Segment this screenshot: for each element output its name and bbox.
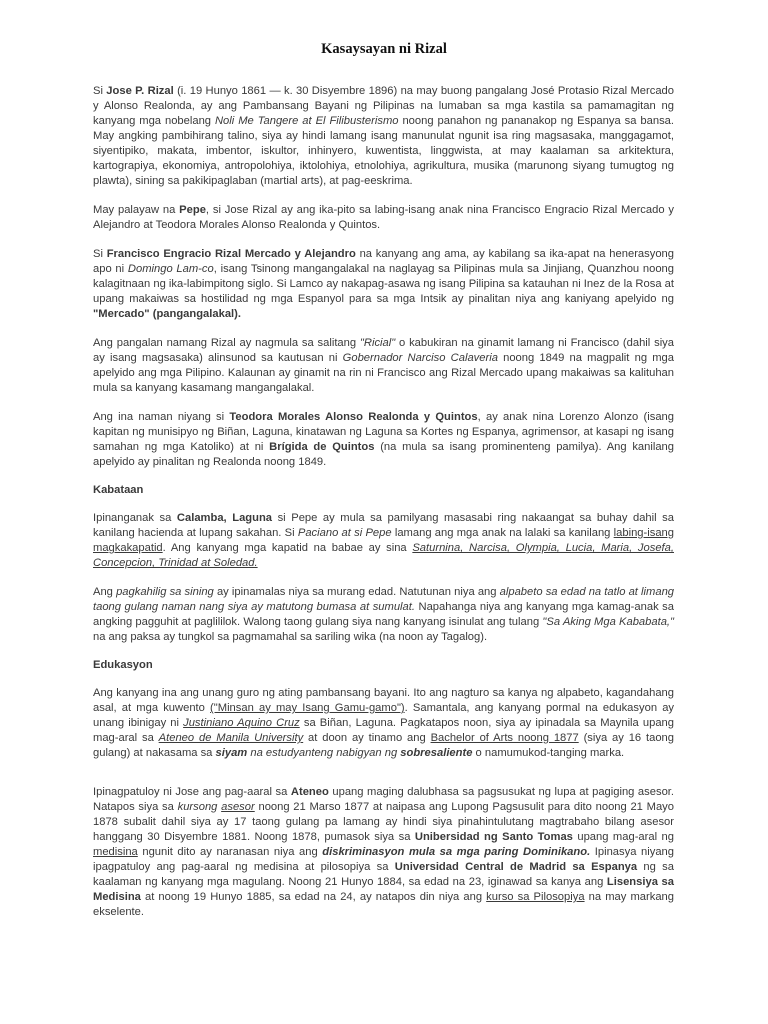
paragraph-ina: [93, 410, 674, 470]
text-run: Paciano at si Pepe: [297, 527, 392, 539]
text-run: Ateneo de Manila University: [158, 732, 304, 744]
text-run: , isang Tsinong mangangalakal na naglayag sa Pilipinas mula sa Jinjiang, Quanzhou noong kalagitnaan ng ika-labimpitong siglo. Si Lamco ay nakapag-asawa ng isang Pilipina sa katauhan ni Inez de la Rosa at upang makaiwas sa hostilidad ng mga Espanyol para sa mga Intsik ay pinalitan niya ang kaniyang apelyido ng: [93, 263, 675, 305]
text-run: Teodora Morales Alonso Realonda y Quintos: [229, 411, 478, 423]
text-run: . Samantala, ang kanyang pormal na edukasyon ay unang ibinigay ni: [93, 702, 675, 729]
text-run: Bachelor of Arts noong 1877: [430, 732, 579, 744]
text-run: upang mag-aral ng: [572, 831, 674, 843]
text-run: na may markang ekselente.: [93, 891, 674, 918]
text-run: Ang ina naman niyang si: [93, 411, 230, 423]
text-run: Napahanga niya ang kanyang mga kamag-anak sa angking pagguhit at paglililok. Walong taong gulang siya nang kanyang isinulat ang tulang: [93, 601, 674, 628]
document-title: Kasaysayan ni Rizal: [321, 41, 447, 57]
text-run: ngunit dito ay naranasan niya ang: [137, 846, 323, 858]
text-run: alpabeto sa edad na tatlo at limang taong gulang naman nang siya ay matutong bumasa at sumulat.: [93, 586, 675, 613]
text-run: "Ricial": [359, 337, 396, 349]
text-run: sobresaliente: [400, 747, 473, 759]
text-run: o kabukiran na ginamit lamang ni Francisco (dahil siya ay isang magsasaka) alinsunod sa kautusan ni: [93, 337, 674, 364]
text-run: noong panahon ng pananakop ng Espanya sa bansa. May angking pambihirang talino, siya ay hindi lamang isang manunulat ngunit isa ring magsasaka, manggagamot, siyentipiko, makata, imbentor, iskultor, inhinyero, kuwentista, linggwista, at may kaalaman sa arkitektura, kartograpiya, ekonomiya, antropolohiya, iktolohiya, etnolohiya, agrikultura, musika (marunong siyang tumugtog ng plawta), sining sa pakikipaglaban (martial arts), at pag-eeskrima.: [93, 115, 674, 187]
document-body: [93, 84, 674, 920]
text-run: ("Minsan ay may Isang Gamu-gamo"): [210, 702, 405, 714]
text-run: Si: [93, 248, 107, 260]
paragraph-intro: [93, 84, 674, 189]
text-run: Ang kanyang ina ang unang guro ng ating pambansang bayani. Ito ang nagturo sa kanya ng alpabeto, kagandahang asal, at mga kuwento: [93, 687, 674, 714]
text-run: pagkahilig sa sining: [116, 586, 214, 598]
text-run: diskriminasyon mula sa mga paring Dominikano.: [322, 846, 591, 858]
paragraph-kabataan: [93, 511, 674, 571]
paragraph-pangalan: [93, 336, 674, 396]
text-run: noong 21 Marso 1877 at naipasa ang Lupong Pagsusulit para dito noong 21 Mayo 1878 subalit dahil siya ay 17 taong gulang pa lamang ay hindi siya pinahintulutang magtrabaho bilang asesor hanggang 30 Disyembre 1881. Noong 1878, pumasok siya sa: [93, 801, 674, 843]
text-run: asesor: [221, 801, 255, 813]
text-run: (na mula sa isang prominenteng pamilya). Ang kanilang apelyido ay pinalitan ng Realonda noong 1849.: [93, 441, 675, 468]
text-run: Brígida de Quintos: [269, 441, 375, 453]
text-run: siyam: [215, 747, 248, 759]
text-run: ng sa kaalaman ng kanyang mga magulang. Noong 21 Hunyo 1884, sa edad na 23, iginawad sa kanya ang: [93, 861, 674, 888]
text-run: Saturnina, Narcisa, Olympia, Lucia, Maria, Josefa, Concepcion, Trinidad at Soledad.: [93, 542, 674, 569]
text-run: Ipinanganak sa: [93, 512, 177, 524]
text-run: , ay anak nina Lorenzo Alonzo (isang kapitan ng munisipyo ng Biñan, Laguna, kinatawan ng Laguna sa Kortes ng Espanya, agrimensor, at kasapi ng isang samahan ng mga Katoliko) at ni: [93, 411, 674, 453]
section-heading-edukasyon: Edukasyon: [93, 659, 153, 671]
text-run: medisina: [93, 846, 138, 858]
text-run: at noong 19 Hunyo 1885, sa edad na 24, ay natapos din niya ang: [140, 891, 487, 903]
text-run: kursong: [177, 801, 222, 813]
text-run: Calamba, Laguna: [176, 512, 273, 524]
text-run: lamang ang mga anak na lalaki sa kanilang: [391, 527, 614, 539]
text-run: Gobernador Narciso Calaveria: [342, 352, 498, 364]
text-run: noong 1849 na magpalit ng mga apelyido ang mga Pilipino. Kalaunan ay ginamit na rin ni Francisco ang Rizal Mercado upang makaiwas sa kalituhan mula sa kanyang kasamang mangangalakal.: [93, 352, 674, 394]
text-run: "Sa Aking Mga Kababata,": [542, 616, 674, 628]
text-run: Ateneo: [290, 786, 329, 798]
text-run: Ang: [93, 586, 117, 598]
text-run: ay ipinamalas niya sa murang edad. Natutunan niya ang: [213, 586, 500, 598]
text-run: . Ang kanyang mga kapatid na babae ay sina: [162, 542, 413, 554]
text-run: na kanyang ang ama, ay kabilang sa ika-apat na henerasyong apo ni: [93, 248, 674, 275]
paragraph-ateneo: [93, 785, 674, 920]
text-run: si Pepe ay mula sa pamilyang masasabi ring nakaangat sa buhay dahil sa kanilang hacienda at lupang sakahan. Si: [93, 512, 674, 539]
paragraph-edukasyon: [93, 686, 674, 761]
text-run: na ang paksa ay tungkol sa pagmamahal sa sariling wika (na noon ay Tagalog).: [93, 631, 488, 643]
text-run: May palayaw na: [93, 204, 180, 216]
paragraph-palayaw: [93, 203, 674, 233]
text-run: Justiniano Aquino Cruz: [183, 717, 300, 729]
text-run: kurso sa Pilosopiya: [486, 891, 585, 903]
text-run: (siya ay 16 taong gulang) at nakasama sa: [93, 732, 674, 759]
text-run: Ang pangalan namang Rizal ay nagmula sa salitang: [93, 337, 360, 349]
text-run: sa Biñan, Laguna. Pagkatapos noon, siya ay ipinadala sa Maynila upang mag-aral sa: [93, 717, 674, 744]
text-run: Jose P. Rizal: [106, 85, 174, 97]
section-heading-kabataan: Kabataan: [93, 484, 144, 496]
text-run: Noli Me Tangere at El Filibusterismo: [214, 115, 399, 127]
paragraph-sining: [93, 585, 674, 645]
text-run: Unibersidad ng Santo Tomas: [414, 831, 573, 843]
text-run: "Mercado" (pangangalakal).: [93, 308, 241, 320]
text-run: Francisco Engracio Rizal Mercado y Alejandro: [106, 248, 356, 260]
text-run: , si Jose Rizal ay ang ika-pito sa labing-isang anak nina Francisco Engracio Rizal Mercado y Alejandro at Teodora Morales Alonso Realonda y Quintos.: [93, 204, 675, 231]
text-run: Lisensiya sa Medisina: [93, 876, 674, 903]
text-run: Universidad Central de Madrid sa Espanya: [394, 861, 638, 873]
text-run: Si: [93, 85, 107, 97]
text-run: at doon ay tinamo ang: [303, 732, 431, 744]
text-run: Ipinagpatuloy ni Jose ang pag-aaral sa: [93, 786, 291, 798]
text-run: (i. 19 Hunyo 1861 — k. 30 Disyembre 1896) na may buong pangalang José Protasio Rizal Mercado y Alonso Realonda, ay ang Pambansang Bayani ng Pilipinas na lumaban sa mga kastila sa pamamagitan ng kanyang mga nobelang: [93, 85, 674, 127]
paragraph-ama: [93, 247, 674, 322]
text-run: upang maging dalubhasa sa pagsusukat ng lupa at pagiging asesor. Natapos siya sa: [93, 786, 675, 813]
text-run: na estudyanteng nabigyan ng: [247, 747, 401, 759]
text-run: o namumukod-tanging marka.: [472, 747, 625, 759]
text-run: Domingo Lam-co: [127, 263, 214, 275]
text-run: Ipinasya niyang ipagpatuloy ang pag-aaral ng medisina at pilosopiya sa: [93, 846, 674, 873]
text-run: Pepe: [179, 204, 206, 216]
text-run: labing-isang magkakapatid: [93, 527, 674, 554]
